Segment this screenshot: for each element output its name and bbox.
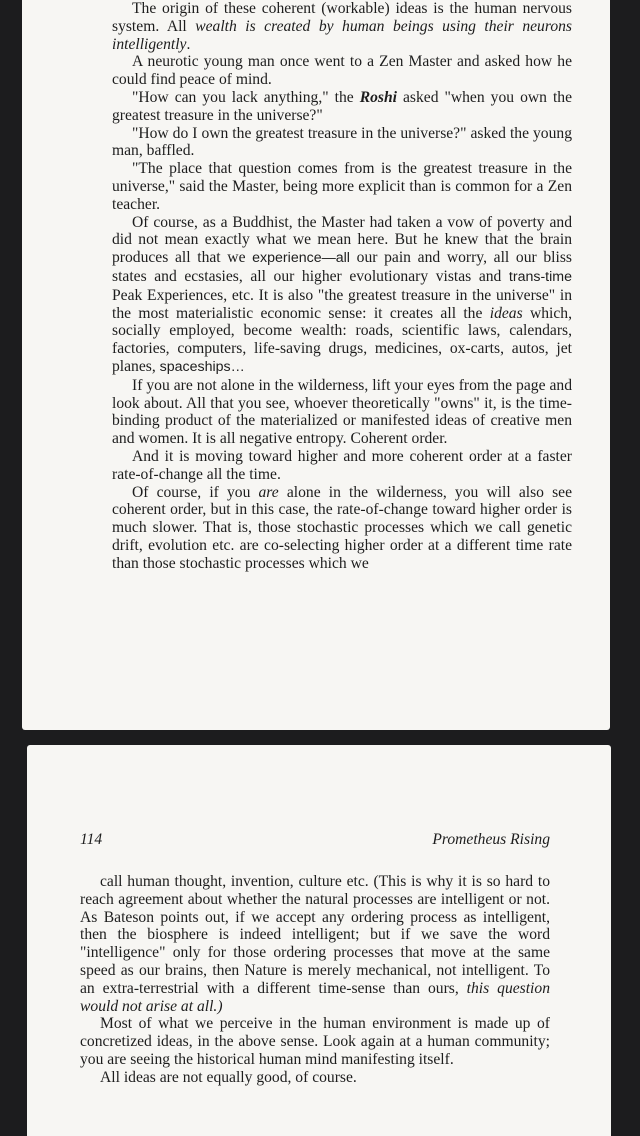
text-run: are — [258, 483, 279, 501]
text-run: Roshi — [359, 88, 397, 106]
text-run: wealth is created by human beings using their neurons intelligently — [112, 17, 572, 53]
text-run: trans-time — [508, 268, 572, 285]
page-number: 114 — [80, 831, 103, 848]
text-run: "How can you lack anything," the — [132, 88, 360, 106]
paragraph — [80, 1015, 550, 1068]
paragraph — [112, 160, 572, 213]
paragraph — [112, 0, 572, 53]
running-title: Prometheus Rising — [432, 831, 550, 848]
text-run: A neurotic young man once went to a Zen Master and asked how he could find peace of mind. — [112, 53, 572, 89]
body-text-top — [112, 0, 572, 573]
paragraph — [112, 214, 572, 377]
text-run: And it is moving toward higher and more coherent order at a faster rate-of-change all the time. — [112, 447, 572, 483]
paragraph — [112, 377, 572, 448]
paragraph — [112, 125, 572, 161]
text-run: call human thought, invention, culture etc. (This is why it is so hard to reach agreement about whether the natural processes are intelligent or not. As Bateson points out, if we accept any ordering process as intelligent, then the biosphere is indeed intelligent; but if we save the word "intelligence" only for those ordering processes that move at the same speed as our brains, then Nature is merely mechanical, not intelligent. To an extra-terrestrial with a different time-sense than ours, — [80, 873, 550, 997]
text-run: asked "when you own the greatest treasure in the universe?" — [112, 88, 573, 124]
text-run: Most of what we perceive in the human environment is made up of concretized ideas, in the above sense. Look again at a human community; you are seeing the historical human mind manifesting itself. — [80, 1015, 550, 1068]
text-run: alone in the wilderness, you will also see coherent order, but in this case, the rate-of-change toward higher order is much slower. That is, those stochastic processes which we call genetic drift, evolution etc. are co-selecting higher order at a different time rate than those stochastic processes which we — [112, 483, 572, 572]
text-run: "The place that question comes from is the greatest treasure in the universe," said the Master, being more explicit than is common for a Zen teacher. — [112, 160, 572, 213]
running-header — [80, 831, 550, 853]
text-run: spaceships… — [159, 358, 245, 375]
text-run: our pain and worry, all our bliss states and ecstasies, all our higher evolutionary vistas and — [112, 249, 572, 285]
paragraph — [80, 1069, 550, 1087]
book-page-top[interactable] — [22, 0, 610, 730]
text-run: ideas — [489, 304, 523, 322]
text-run: experience—all — [252, 250, 350, 267]
text-run: which, socially employed, become wealth: roads, scientific laws, calendars, factories, computers, life-saving drugs, medicines, ox-carts, autos, jet planes, — [112, 304, 572, 375]
text-run: Of course, if you — [132, 483, 259, 501]
text-run: "How do I own the greatest treasure in the universe?" asked the young man, baffled. — [112, 124, 572, 160]
book-page-bottom[interactable] — [27, 745, 611, 1136]
text-run: Peak Experiences, etc. It is also "the greatest treasure in the universe" in the most materialistic economic sense: it creates all the — [112, 286, 572, 322]
text-run: All ideas are not equally good, of course. — [100, 1068, 357, 1086]
paragraph — [112, 89, 572, 125]
paragraph — [80, 873, 550, 1015]
body-text-bottom — [80, 873, 550, 1087]
text-run: Of course, as a Buddhist, the Master had taken a vow of poverty and did not mean exactly what we mean here. But he knew that the brain produces all that we — [112, 213, 572, 267]
paragraph — [112, 53, 572, 89]
text-run: If you are not alone in the wilderness, lift your eyes from the page and look about. All that you see, whoever theoretically "owns" it, is the time-binding product of the materialized or manifested ideas of creative men and women. It is all negative entropy. Coherent order. — [112, 376, 572, 448]
paragraph — [112, 448, 572, 484]
paragraph — [112, 484, 572, 573]
text-run: this question would not arise at all.) — [80, 979, 550, 1015]
text-run: . — [186, 35, 191, 53]
text-run: The origin of these coherent (workable) ideas is the human nervous system. All — [112, 0, 572, 35]
